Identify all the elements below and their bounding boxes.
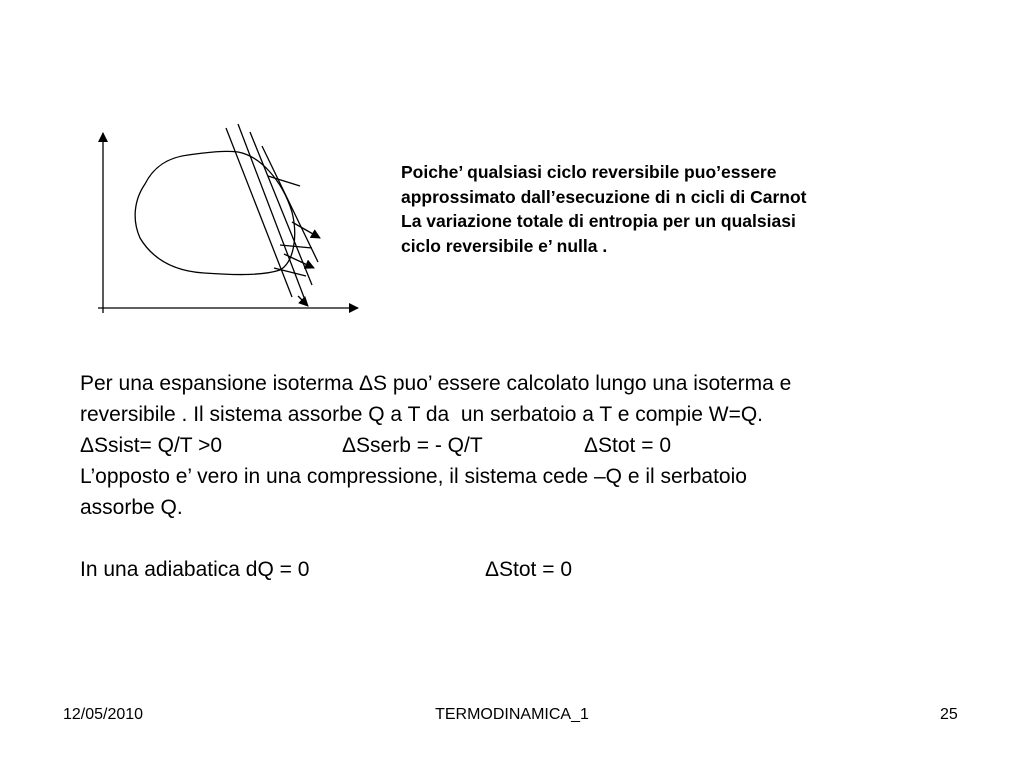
carnot-cycle-diagram <box>85 115 375 325</box>
entropy-total: ΔStot = 0 <box>584 434 671 457</box>
paragraph-gap <box>80 523 980 554</box>
adiabatic-entropy-total: ΔStot = 0 <box>485 558 572 581</box>
isotherm-arrow-1 <box>268 176 300 186</box>
body-line-2: reversibile . Il sistema assorbe Q a T da un serbatoio a T e compie W=Q. <box>80 403 764 426</box>
note-line-2: approssimato dall’esecuzione di n cicli di Carnot <box>401 186 807 207</box>
adiabatic-line-4 <box>262 146 318 262</box>
slide-footer <box>0 706 1024 730</box>
isotherm-arrow-6 <box>298 296 308 306</box>
isotherm-arrow-2 <box>292 222 320 238</box>
note-line-3: La variazione totale di entropia per un qualsiasi <box>401 211 796 231</box>
footer-title: TERMODINAMICA_1 <box>435 706 589 723</box>
isotherm-arrow-5 <box>274 268 306 276</box>
note-line-4: ciclo reversibile e’ nulla . <box>401 235 608 256</box>
footer-page-number: 25 <box>940 706 958 723</box>
body-text <box>80 368 980 585</box>
entropy-system: ΔSsist= Q/T >0 <box>80 434 223 457</box>
body-line-5: assorbe Q. <box>80 496 183 519</box>
carnot-note <box>401 160 961 258</box>
reversible-cycle-curve <box>135 151 295 274</box>
body-line-1: Per una espansione isoterma ΔS puo’ essere calcolato lungo una isoterma e <box>80 372 792 395</box>
entropy-equations-row <box>80 430 980 461</box>
adiabatic-row <box>80 554 980 585</box>
adiabatic-condition: In una adiabatica dQ = 0 <box>80 558 310 581</box>
note-line-1: Poiche’ qualsiasi ciclo reversibile puo’essere <box>401 162 777 182</box>
body-line-4: L’opposto e’ vero in una compressione, il sistema cede –Q e il serbatoio <box>80 465 747 488</box>
footer-date: 12/05/2010 <box>63 706 144 723</box>
entropy-reservoir: ΔSserb = - Q/T <box>342 434 483 457</box>
